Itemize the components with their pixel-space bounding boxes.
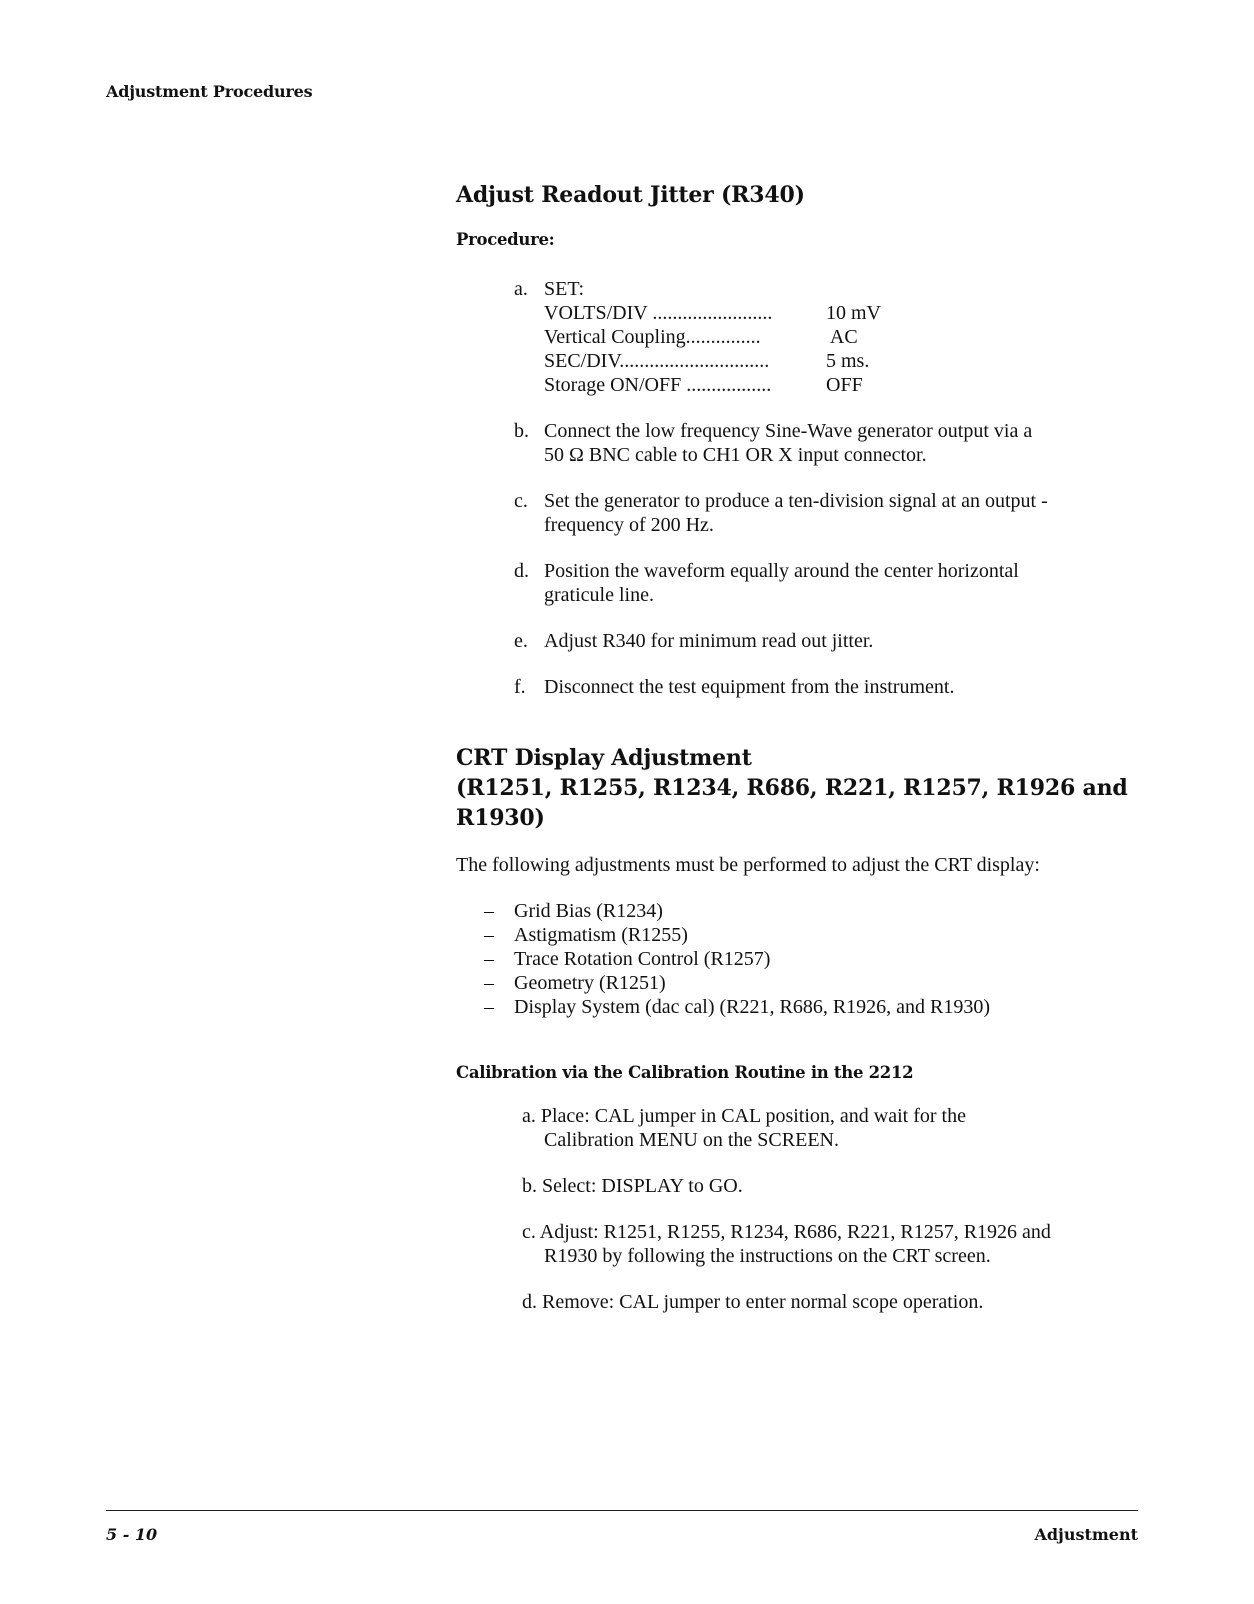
dash-bullet: – <box>484 948 494 970</box>
calibration-step-a <box>456 1104 1136 1152</box>
crt-intro: The following adjustments must be performed to adjust the CRT display: <box>456 854 1040 876</box>
step-text-line1: c. Adjust: R1251, R1255, R1234, R686, R221, R1257, R1926 and <box>522 1221 1051 1243</box>
step-text-line1: b. Select: DISPLAY to GO. <box>522 1175 743 1197</box>
setting-row <box>544 349 1136 373</box>
crt-adjustment-list <box>456 899 1136 1019</box>
readout-jitter-title: Adjust Readout Jitter (R340) <box>456 182 805 208</box>
step-d <box>456 559 1136 607</box>
calibration-title: Calibration via the Calibration Routine in the 2212 <box>456 1063 914 1082</box>
step-a <box>456 277 1136 397</box>
step-letter: b. <box>514 420 529 442</box>
setting-value: OFF <box>826 374 863 396</box>
calibration-steps <box>456 1104 1136 1314</box>
setting-row <box>544 301 1136 325</box>
dash-bullet: – <box>484 924 494 946</box>
list-item <box>456 971 1136 995</box>
step-letter: c. <box>514 490 528 512</box>
list-item-text: Grid Bias (R1234) <box>514 900 663 922</box>
step-text-line1: Connect the low frequency Sine-Wave generator output via a <box>544 420 1033 442</box>
list-item <box>456 899 1136 923</box>
list-item <box>456 947 1136 971</box>
dash-bullet: – <box>484 900 494 922</box>
step-letter: e. <box>514 630 528 652</box>
setting-name: SEC/DIV.............................. <box>544 350 770 372</box>
list-item-text: Trace Rotation Control (R1257) <box>514 948 771 970</box>
step-text-line2: frequency of 200 Hz. <box>544 514 714 536</box>
step-text-line1: a. Place: CAL jumper in CAL position, and wait for the <box>522 1105 966 1127</box>
footer-rule <box>106 1510 1138 1511</box>
list-item-text: Geometry (R1251) <box>514 972 666 994</box>
dash-bullet: – <box>484 996 494 1018</box>
step-letter: d. <box>514 560 529 582</box>
settings-table <box>544 301 1136 397</box>
list-item-text: Astigmatism (R1255) <box>514 924 688 946</box>
readout-steps <box>456 277 1136 699</box>
step-text-line2: R1930 by following the instructions on the CRT screen. <box>544 1245 991 1267</box>
setting-value: 10 mV <box>826 302 881 324</box>
dash-bullet: – <box>484 972 494 994</box>
step-text-line1: Position the waveform equally around the center horizontal <box>544 560 1019 582</box>
list-item <box>456 923 1136 947</box>
crt-title-line1: CRT Display Adjustment <box>456 745 752 771</box>
list-item <box>456 995 1136 1019</box>
step-text: SET: <box>544 278 585 300</box>
setting-name: Vertical Coupling............... <box>544 326 761 348</box>
step-text-line2: 50 Ω BNC cable to CH1 OR X input connector. <box>544 444 927 466</box>
footer-section-title: Adjustment <box>1034 1525 1138 1544</box>
step-letter: a. <box>514 278 528 300</box>
step-e <box>456 629 1136 653</box>
setting-value: AC <box>826 326 858 348</box>
step-text-line2: graticule line. <box>544 584 654 606</box>
crt-title-line2: (R1251, R1255, R1234, R686, R221, R1257, R1926 and R1930) <box>456 775 1128 831</box>
step-text-line1: Set the generator to produce a ten-division signal at an output - <box>544 490 1048 512</box>
setting-name: Storage ON/OFF ................. <box>544 374 772 396</box>
main-content <box>456 180 1136 1314</box>
step-text: Disconnect the test equipment from the instrument. <box>544 676 955 698</box>
list-item-text: Display System (dac cal) (R221, R686, R1926, and R1930) <box>514 996 991 1018</box>
setting-value: 5 ms. <box>826 350 870 372</box>
step-text-line1: d. Remove: CAL jumper to enter normal scope operation. <box>522 1291 984 1313</box>
step-c <box>456 489 1136 537</box>
step-text-line2: Calibration MENU on the SCREEN. <box>544 1129 839 1151</box>
step-letter: f. <box>514 676 526 698</box>
page-header: Adjustment Procedures <box>106 82 313 101</box>
page-number: 5 - 10 <box>106 1525 158 1544</box>
calibration-step-d <box>456 1290 1136 1314</box>
calibration-step-b <box>456 1174 1136 1198</box>
step-text: Adjust R340 for minimum read out jitter. <box>544 630 874 652</box>
calibration-step-c <box>456 1220 1136 1268</box>
setting-row <box>544 373 1136 397</box>
step-f <box>456 675 1136 699</box>
step-b <box>456 419 1136 467</box>
procedure-label: Procedure: <box>456 230 555 249</box>
setting-name: VOLTS/DIV ........................ <box>544 302 773 324</box>
setting-row <box>544 325 1136 349</box>
